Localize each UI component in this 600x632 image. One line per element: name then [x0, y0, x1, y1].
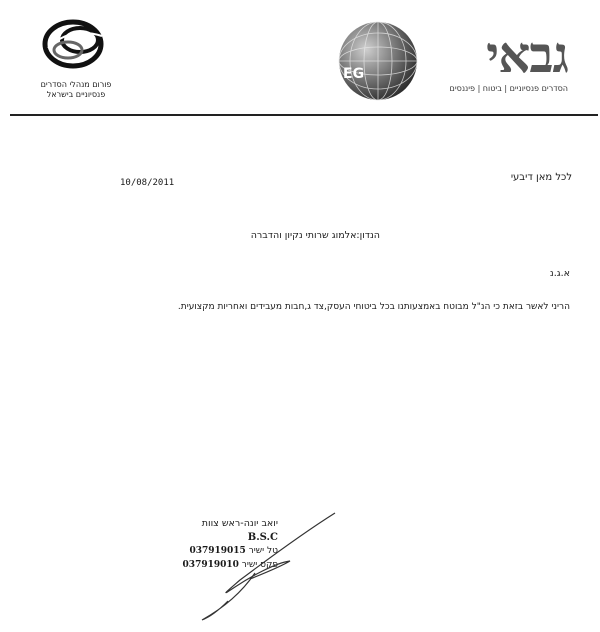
forum-name-line1: פורום מנהלי הסדרים	[40, 80, 112, 89]
phone-label: טל ישיר	[248, 546, 278, 556]
phone-number: 037919015	[189, 546, 246, 556]
letter-greeting: א.ג.נ	[549, 268, 570, 279]
signer-name: יואב יונה-ראש צוות	[201, 518, 278, 529]
globe-text: EG	[343, 66, 365, 82]
forum-name-line2: פנסיוניים בישראל	[46, 90, 106, 99]
globe-logo-icon	[337, 20, 419, 102]
fax-number: 037919010	[182, 560, 239, 570]
forum-name	[30, 80, 122, 100]
brand-name: גבאי	[486, 25, 568, 84]
header-divider	[10, 114, 598, 116]
letter-body: הריני לאשר בזאת כי הנ"ל מבוטח באמצעותנו בכל ביטוחי העסק,צד ג,חבות מעבידים ואחריות מקצועית.	[177, 302, 570, 312]
fax-label: פקס ישיר	[241, 560, 278, 570]
forum-logo-icon	[40, 18, 110, 70]
handwritten-signature	[180, 505, 350, 625]
letter-subject: הנדון:אלמוג שרותי נקיון והדברה	[250, 230, 380, 241]
signer-degree: B.S.C	[247, 532, 278, 543]
brand-tagline: הסדרים פנסיוניים | ביטוח | פיננסים	[449, 84, 568, 93]
letter-date: 10/08/2011	[120, 178, 175, 188]
letter-recipient: לכל מאן דיבעי	[510, 172, 572, 183]
